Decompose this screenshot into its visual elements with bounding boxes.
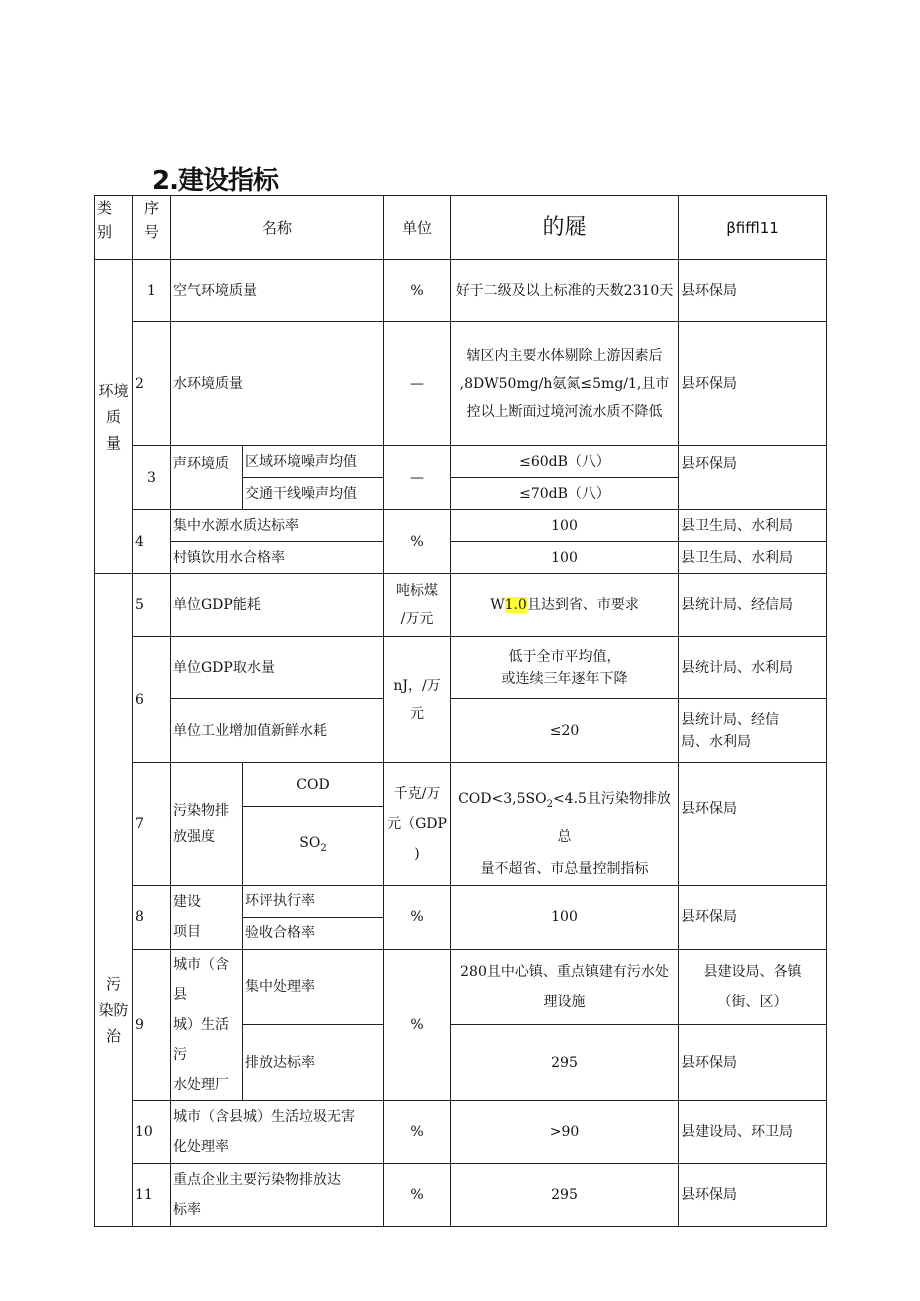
header-category-a: 类: [97, 199, 113, 217]
table-row: [95, 322, 827, 446]
name-line: 项目: [173, 924, 201, 941]
row-number: 4: [133, 510, 171, 574]
target-line: ,8DW50mg/h氨氮≤5mg/1,且市: [459, 375, 670, 392]
row-number: 3: [133, 446, 171, 510]
header-seq: [133, 196, 171, 260]
category-env-1: 环境: [98, 381, 129, 400]
indicator-target: 295: [451, 1163, 679, 1226]
indicator-subname: COD: [243, 763, 384, 807]
name-line: 污染物排: [173, 802, 229, 819]
indicator-unit: [384, 763, 451, 886]
indicator-name: [171, 763, 243, 886]
indicator-name: 水环境质量: [171, 322, 384, 446]
indicator-unit: %: [384, 260, 451, 322]
responsible-dept: [679, 949, 827, 1025]
row-number: 7: [133, 763, 171, 886]
unit-line: 元（GDP: [387, 815, 447, 832]
category-environment: [95, 260, 133, 574]
indicator-unit: [384, 574, 451, 637]
target-part: COD<3,5SO: [458, 791, 547, 807]
category-env-3: 量: [105, 433, 121, 452]
table-row: [95, 949, 827, 1025]
header-category: [95, 196, 133, 260]
table-row: [95, 1100, 827, 1163]
indicator-target: 100: [451, 542, 679, 574]
indicator-target: 100: [451, 885, 679, 949]
responsible-dept: 县环保局: [679, 446, 827, 510]
table-row: [95, 885, 827, 917]
indicator-subname: 交通干线噪声均值: [243, 478, 384, 510]
header-target: 的屣: [451, 196, 679, 260]
indicator-name: 声环境质: [171, 446, 243, 510]
target-line: 低于全市平均值，: [508, 648, 621, 665]
responsible-dept: 县卫生局、水利局: [679, 510, 827, 542]
row-number: 8: [133, 885, 171, 949]
header-seq-a: 序: [143, 199, 159, 217]
indicator-subname: 环评执行率: [243, 885, 384, 917]
indicator-unit: %: [384, 1163, 451, 1226]
indicator-target: 好于二级及以上标准的天数2310天: [451, 260, 679, 322]
row-number: 1: [133, 260, 171, 322]
name-line: 化处理率: [173, 1138, 229, 1155]
table-row: [95, 699, 827, 763]
responsible-dept: 县环保局: [679, 1163, 827, 1226]
indicator-target: ≤20: [451, 699, 679, 763]
header-dept: βfiffl11: [679, 196, 827, 260]
indicator-target: 295: [451, 1025, 679, 1101]
indicator-name: 单位GDP取水量: [171, 637, 384, 699]
responsible-dept: 县统计局、水利局: [679, 637, 827, 699]
target-prefix: W: [490, 597, 505, 613]
responsible-dept: 县环保局: [679, 1025, 827, 1101]
table-row: [95, 446, 827, 478]
header-name: 名称: [171, 196, 384, 260]
indicator-subname: 集中处理率: [243, 949, 384, 1025]
table-row: [95, 637, 827, 699]
unit-line: 吨标煤: [396, 583, 439, 599]
row-number: 11: [133, 1163, 171, 1226]
indicator-target: ≤70dB（八）: [451, 478, 679, 510]
target-line: 理设施: [543, 994, 586, 1011]
indicator-subname: 排放达标率: [243, 1025, 384, 1101]
indicator-subname: 区域环境噪声均值: [243, 446, 384, 478]
indicator-target: ≤60dB（八）: [451, 446, 679, 478]
target-line: 280且中心镇、重点镇建有污水处: [460, 964, 669, 981]
table-row: [95, 763, 827, 807]
indicator-unit: %: [384, 510, 451, 574]
category-pol-3: 治: [105, 1026, 121, 1045]
indicator-name: [171, 949, 243, 1100]
indicator-name: [171, 1100, 384, 1163]
indicator-name: 村镇饮用水合格率: [171, 542, 384, 574]
indicator-unit: —: [384, 322, 451, 446]
indicator-name: [171, 885, 243, 949]
dept-line: 县建设局、各镇: [703, 964, 802, 981]
indicator-name: [171, 1163, 384, 1226]
indicator-target: [451, 763, 679, 886]
indicator-name: 集中水源水质达标率: [171, 510, 384, 542]
subname-part: SO: [299, 835, 321, 852]
indicator-target: [451, 949, 679, 1025]
name-line: 标率: [173, 1201, 201, 1218]
unit-line: 元: [410, 705, 425, 722]
indicator-name: 单位GDP能耗: [171, 574, 384, 637]
name-line: 城）生活污: [173, 1016, 229, 1063]
name-line: 城市（含县: [173, 956, 229, 1003]
target-part: <4.5且污染物排放总: [552, 791, 671, 845]
highlighted-value: 1.0: [504, 597, 527, 613]
indicator-target: [451, 637, 679, 699]
dept-line: （街、区）: [717, 994, 788, 1011]
unit-line: nJ，/万: [393, 677, 441, 694]
name-line: 城市（含县城）生活垃圾无害: [173, 1108, 355, 1125]
row-number: 5: [133, 574, 171, 637]
responsible-dept: 县环保局: [679, 885, 827, 949]
responsible-dept: 县建设局、环卫局: [679, 1100, 827, 1163]
name-line: 重点企业主要污染物排放达: [173, 1171, 341, 1188]
indicator-table: [94, 195, 827, 1227]
target-suffix: 且达到省、市要求: [526, 597, 639, 613]
row-number: 2: [133, 322, 171, 446]
header-row: [95, 196, 827, 260]
category-pollution: [95, 574, 133, 1227]
table-row: [95, 1163, 827, 1226]
row-number: 6: [133, 637, 171, 763]
dept-line: 局、水利局: [681, 733, 752, 750]
responsible-dept: 县环保局: [679, 322, 827, 446]
responsible-dept: 县统计局、经信局: [679, 574, 827, 637]
name-line: 建设: [173, 894, 201, 911]
table-row: [95, 542, 827, 574]
indicator-unit: %: [384, 885, 451, 949]
header-unit: 单位: [384, 196, 451, 260]
category-pol-1: 污: [105, 974, 121, 993]
target-line: 量不超省、市总量控制指标: [480, 860, 649, 877]
section-title: 2.建设指标: [152, 166, 278, 196]
indicator-unit: %: [384, 949, 451, 1100]
category-pol-2: 染防: [98, 1000, 129, 1019]
responsible-dept: 县环保局: [679, 763, 827, 886]
target-line: 辖区内主要水体剔除上游因素后: [466, 347, 663, 364]
indicator-target: [451, 574, 679, 637]
header-seq-b: 号: [143, 223, 159, 241]
indicator-target: 100: [451, 510, 679, 542]
category-env-2: 质: [105, 407, 121, 426]
header-category-b: 别: [97, 223, 113, 241]
name-line: 放强度: [173, 828, 215, 845]
responsible-dept: 县卫生局、水利局: [679, 542, 827, 574]
name-line: 水处理厂: [173, 1076, 229, 1093]
dept-line: 县统计局、经信: [681, 711, 780, 728]
indicator-target: >90: [451, 1100, 679, 1163]
responsible-dept: 县环保局: [679, 260, 827, 322]
indicator-target: [451, 322, 679, 446]
indicator-subname: 验收合格率: [243, 917, 384, 949]
row-number: 10: [133, 1100, 171, 1163]
responsible-dept: [679, 699, 827, 763]
indicator-subname: [243, 807, 384, 885]
target-line: 控以上断面过境河流水质不降低: [466, 403, 663, 420]
indicator-name: 单位工业增加值新鲜水耗: [171, 699, 384, 763]
table-row: [95, 260, 827, 322]
indicator-unit: [384, 637, 451, 763]
subscript: 2: [546, 798, 553, 810]
unit-line: ): [414, 845, 420, 862]
unit-line: 千克/万: [393, 785, 441, 802]
unit-line: /万元: [400, 611, 434, 627]
indicator-name: 空气环境质量: [171, 260, 384, 322]
table-row: [95, 510, 827, 542]
table-row: [95, 574, 827, 637]
indicator-unit: %: [384, 1100, 451, 1163]
target-line: 或连续三年逐年下降: [501, 670, 628, 687]
row-number: 9: [133, 949, 171, 1100]
subscript: 2: [320, 843, 327, 854]
indicator-unit: —: [384, 446, 451, 510]
